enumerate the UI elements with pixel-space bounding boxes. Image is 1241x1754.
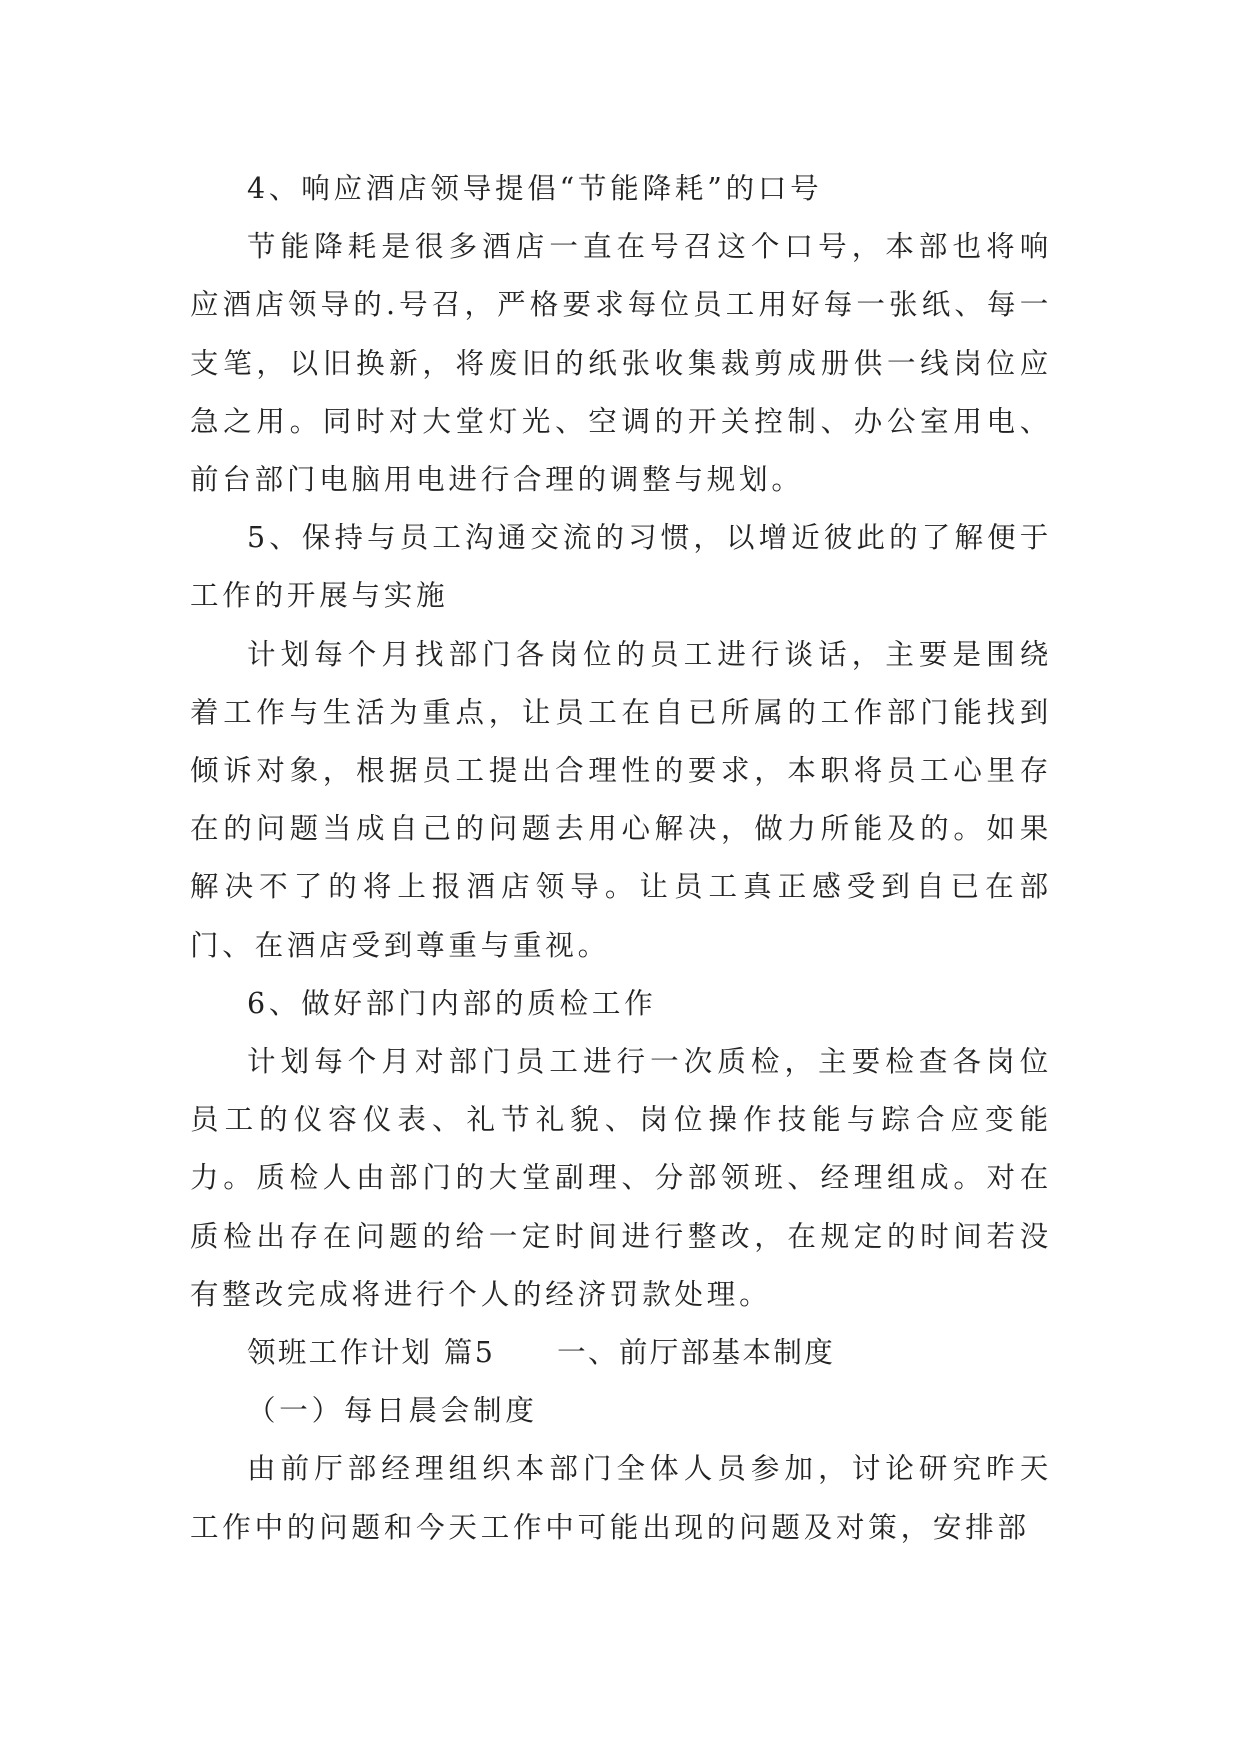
paragraph-morning-meeting: 由前厅部经理组织本部门全体人员参加，讨论研究昨天工作中的问题和今天工作中可能出现的问题及对策，安排部 (190, 1452, 1052, 1544)
paragraph-heading-6: 6、做好部门内部的质检工作 (247, 986, 657, 1020)
paragraph-heading-5: 5、保持与员工沟通交流的习惯，以增近彼此的了解便于工作的开展与实施 (190, 521, 1052, 613)
document-body (190, 160, 1052, 1557)
paragraph-subheading-morning-meeting: （一）每日晨会制度 (247, 1394, 538, 1428)
paragraph-heading-4: 4、响应酒店领导提倡“节能降耗”的口号 (247, 172, 823, 205)
paragraph-employee-talks: 计划每个月找部门各岗位的员工进行谈话，主要是围绕着工作与生活为重点，让员工在自已所属的工作部门能找到倾诉对象，根据员工提出合理性的要求，本职将员工心里存在的问题当成自己的问题去用心解决，做力所能及的。如果解决不了的将上报酒店领导。让员工真正感受到自已在部门、在酒店受到尊重与重视。 (190, 637, 1052, 962)
paragraph-energy-saving: 节能降耗是很多酒店一直在号召这个口号，本部也将响应酒店领导的.号召，严格要求每位员工用好每一张纸、每一支笔，以旧换新，将废旧的纸张收集裁剪成册供一线岗位应急之用。同时对大堂灯光、空调的开关控制、办公室用电、前台部门电脑用电进行合理的调整与规划。 (190, 230, 1052, 497)
paragraph-section-title: 领班工作计划 篇5 一、前厅部基本制度 (247, 1336, 836, 1370)
paragraph-quality-check: 计划每个月对部门员工进行一次质检，主要检查各岗位员工的仪容仪表、礼节礼貌、岗位操作技能与踪合应变能力。质检人由部门的大堂副理、分部领班、经理组成。对在质检出存在问题的给一定时间进行整改，在规定的时间若没有整改完成将进行个人的经济罚款处理。 (190, 1045, 1052, 1311)
